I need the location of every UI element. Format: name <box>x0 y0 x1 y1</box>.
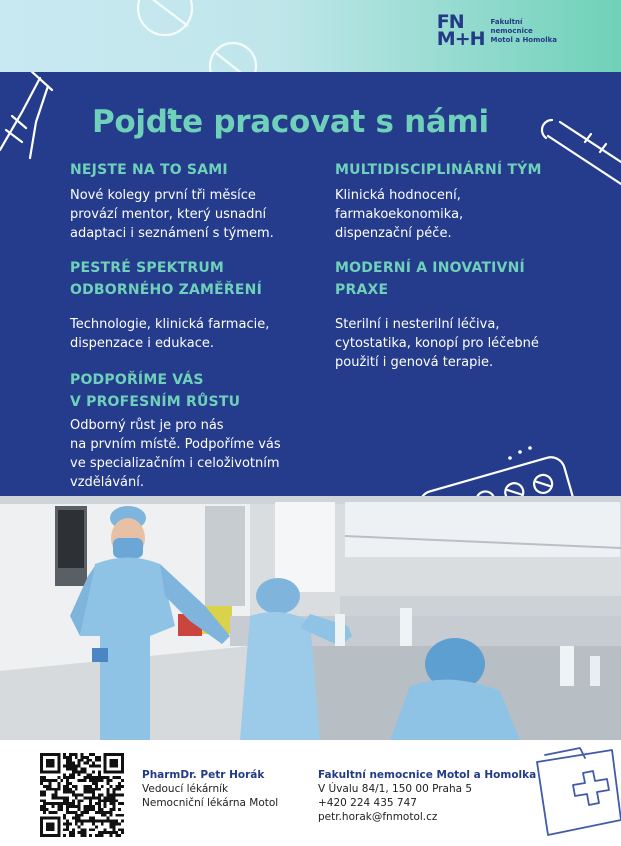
section-heading-modern <box>335 257 525 301</box>
body-line: Nové kolegy první tři měsíce <box>70 188 256 203</box>
section-body-modern <box>335 315 539 372</box>
logo-mark-bottom: M+H <box>436 28 485 50</box>
heading-line: ODBORNÉHO ZAMĚŘENÍ <box>70 282 262 298</box>
section-body-growth <box>70 416 281 492</box>
lab-scene-illustration <box>0 496 621 740</box>
contact-name: PharmDr. Petr Horák <box>142 769 265 781</box>
section-body-mentor <box>70 186 274 243</box>
institution-name: Fakultní nemocnice Motol a Homolka <box>318 769 537 781</box>
contact-phone[interactable]: +420 224 435 747 <box>318 797 417 809</box>
heading-line: PODPOŘÍME VÁS <box>70 372 204 388</box>
heading-line: MODERNÍ A INOVATIVNÍ <box>335 260 525 276</box>
body-line: na prvním místě. Podpoříme vás <box>70 437 281 452</box>
section-body-team <box>335 186 463 243</box>
body-line: Klinická hodnocení, <box>335 188 461 203</box>
institution-address: V Úvalu 84/1, 150 00 Praha 5 <box>318 783 473 795</box>
heading-line: V PROFESNÍM RŮSTU <box>70 394 241 410</box>
body-line: farmakoekonomika, <box>335 207 464 222</box>
body-line: Sterilní i nesterilní léčiva, <box>335 317 500 332</box>
contact-person <box>142 768 278 810</box>
body-line: vzdělávání. <box>70 475 144 490</box>
heading-line: PESTRÉ SPEKTRUM <box>70 260 225 276</box>
heading-line: MULTIDISCIPLINÁRNÍ TÝM <box>335 162 542 178</box>
qr-code-icon[interactable] <box>40 753 124 837</box>
logo-line: nemocnice <box>490 26 533 35</box>
section-heading-spectrum <box>70 257 262 301</box>
logo-mark <box>436 11 485 50</box>
logo-mark-top: FN <box>436 11 464 33</box>
body-line: dispenzační péče. <box>335 226 452 241</box>
section-heading-team <box>335 159 542 181</box>
section-heading-growth <box>70 369 240 413</box>
contact-unit: Nemocniční lékárna Motol <box>142 797 279 809</box>
body-line: provází mentor, který usnadní <box>70 207 267 222</box>
institution-contact <box>318 768 536 824</box>
contact-email-link[interactable]: petr.horak@fnmotol.cz <box>318 811 438 823</box>
body-line: ve specializačním i celoživotním <box>70 456 280 471</box>
body-line: adaptaci i seznámení s týmem. <box>70 226 274 241</box>
logo-line: Motol a Homolka <box>490 35 557 44</box>
section-body-spectrum <box>70 315 269 353</box>
contact-role: Vedoucí lékárník <box>142 783 229 795</box>
body-line: cytostatika, konopí pro léčebné <box>335 336 539 351</box>
body-line: dispenzace i edukace. <box>70 336 214 351</box>
page-title: Pojďte pracovat s námi <box>92 104 489 140</box>
logo-wordmark <box>491 18 557 45</box>
heading-line: PRAXE <box>335 282 389 298</box>
body-line: použití i genová terapie. <box>335 355 494 370</box>
hospital-logo <box>436 11 557 50</box>
body-line: Technologie, klinická farmacie, <box>70 317 270 332</box>
body-line: Odborný růst je pro nás <box>70 418 224 433</box>
section-heading-mentor <box>70 159 228 181</box>
logo-line: Fakultní <box>490 17 523 26</box>
heading-line: NEJSTE NA TO SAMI <box>70 162 228 178</box>
pharmacy-lab-photo <box>0 496 621 740</box>
